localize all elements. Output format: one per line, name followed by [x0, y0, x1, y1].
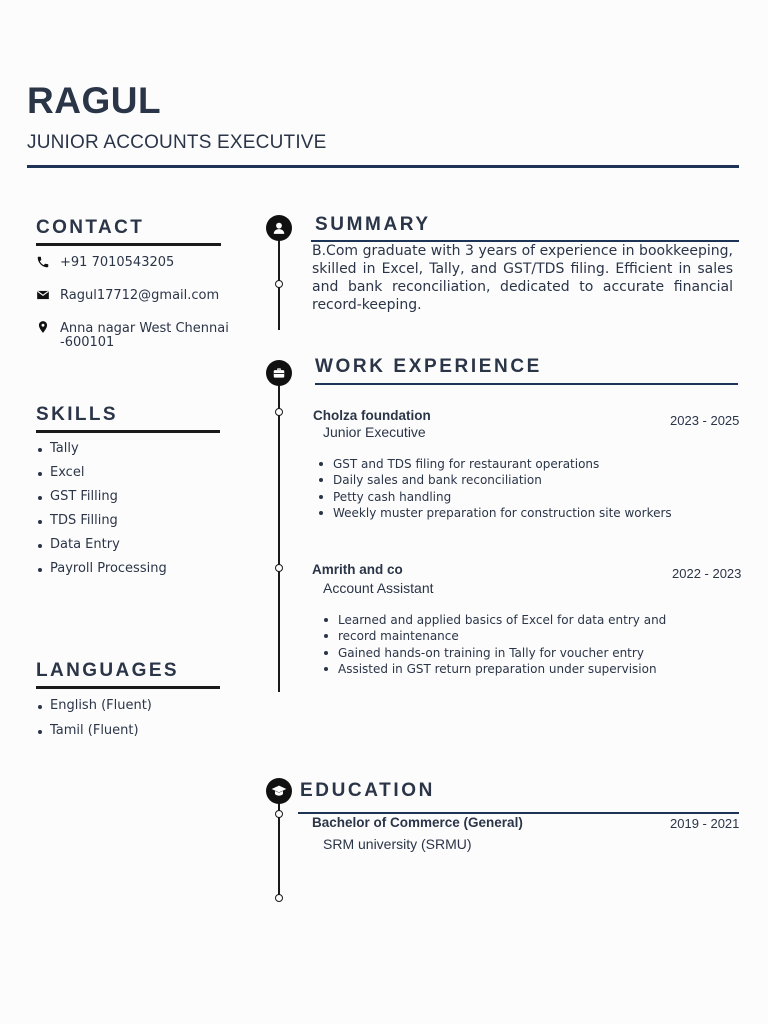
- language-item: English (Fluent): [36, 698, 152, 723]
- job-bullet: GST and TDS filing for restaurant operations: [313, 456, 733, 472]
- job-bullet: Assisted in GST return preparation under supervision: [318, 661, 733, 677]
- job-company: Cholza foundation: [313, 408, 431, 423]
- job-bullets: [313, 456, 733, 521]
- job-dates: 2022 - 2023: [672, 566, 742, 581]
- job-bullet: record maintenance: [318, 628, 733, 644]
- skills-heading: SKILLS: [36, 404, 118, 425]
- job-company: Amrith and co: [312, 562, 403, 577]
- email-icon: [36, 288, 50, 307]
- job-bullet: Petty cash handling: [313, 489, 733, 505]
- languages-divider: [36, 686, 220, 689]
- summary-heading: SUMMARY: [315, 214, 431, 235]
- job-bullet: Gained hands-on training in Tally for voucher entry: [318, 645, 733, 661]
- skills-divider: [36, 430, 220, 433]
- work-divider: [315, 383, 738, 385]
- contact-phone[interactable]: +91 7010543205: [60, 255, 175, 270]
- education-dates: 2019 - 2021: [670, 816, 740, 831]
- contact-heading: CONTACT: [36, 217, 145, 238]
- timeline-line-work: [278, 384, 280, 692]
- job-role: Account Assistant: [323, 580, 434, 596]
- timeline-dot: [275, 564, 283, 572]
- job-dates: 2023 - 2025: [670, 413, 740, 428]
- contact-divider: [36, 243, 221, 246]
- timeline-dot: [275, 408, 283, 416]
- location-pin-icon: [36, 320, 50, 339]
- education-school: SRM university (SRMU): [323, 836, 472, 852]
- job-bullets: [318, 612, 733, 677]
- timeline-dot: [275, 280, 283, 288]
- skill-item: GST Filling: [36, 489, 167, 513]
- skill-item: Data Entry: [36, 537, 167, 561]
- summary-text: B.Com graduate with 3 years of experience in bookkeeping, skilled in Excel, Tally, and GST/TDS filing. Efficient in sales and bank reconciliation, dedicated to accurate financial record-keeping.: [312, 243, 733, 313]
- language-item: Tamil (Fluent): [36, 723, 152, 748]
- skills-list: [36, 441, 167, 585]
- contact-address-line2: -600101: [60, 335, 115, 350]
- phone-icon: [36, 255, 50, 274]
- job-title: JUNIOR ACCOUNTS EXECUTIVE: [27, 132, 327, 153]
- job-role: Junior Executive: [323, 424, 426, 440]
- timeline-dot: [275, 894, 283, 902]
- skill-item: Excel: [36, 465, 167, 489]
- skill-item: Payroll Processing: [36, 561, 167, 585]
- job-bullet: Learned and applied basics of Excel for data entry and: [318, 612, 733, 628]
- skill-item: TDS Filling: [36, 513, 167, 537]
- job-bullet: Weekly muster preparation for construction site workers: [313, 505, 733, 521]
- header-divider: [27, 165, 739, 168]
- education-degree: Bachelor of Commerce (General): [312, 815, 523, 830]
- education-heading: EDUCATION: [300, 780, 435, 801]
- skill-item: Tally: [36, 441, 167, 465]
- user-icon: [266, 215, 292, 241]
- candidate-name: RAGUL: [27, 80, 162, 121]
- languages-heading: LANGUAGES: [36, 660, 179, 681]
- timeline-dot: [275, 810, 283, 818]
- contact-address-line1: Anna nagar West Chennai: [60, 321, 229, 336]
- contact-email[interactable]: Ragul17712@gmail.com: [60, 288, 220, 303]
- graduation-cap-icon: [266, 778, 292, 804]
- job-bullet: Daily sales and bank reconciliation: [313, 472, 733, 488]
- briefcase-icon: [266, 360, 292, 386]
- languages-list: [36, 698, 152, 748]
- education-divider: [298, 812, 739, 814]
- work-heading: WORK EXPERIENCE: [315, 356, 542, 377]
